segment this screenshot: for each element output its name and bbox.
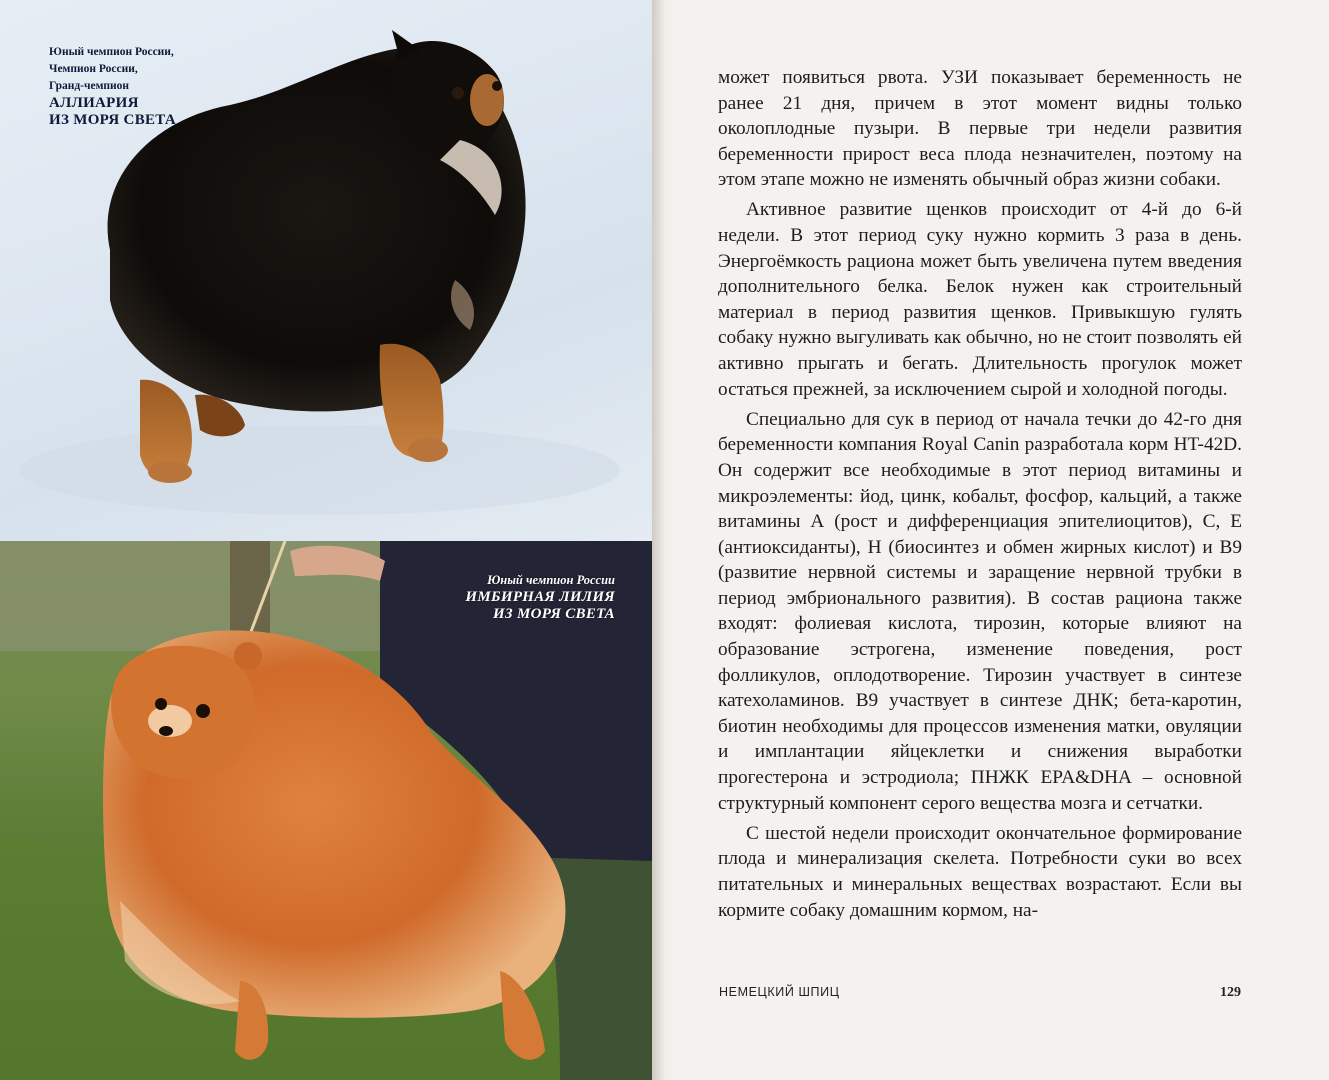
- photo-black-pomeranian: [0, 0, 652, 541]
- paragraph: Активное развитие щенков происходит от 4-й до 6-й недели. В этот период суку нужно кормить 3 раза в день. Энергоёмкость рациона может быть увеличена путем введения дополнительного белка. Белок нужен как строительный материал в период развития щенков. Привыкшую гулять собаку нужно выгуливать как обычно, но не стоит позволять ей активно прыгать и бегать. Длительность прогулок может остаться прежней, за исключением сырой и холодной погоды.: [718, 199, 1242, 400]
- book-gutter: [652, 0, 674, 1080]
- caption-top-dog-name: ИЗ МОРЯ СВЕТА: [49, 112, 176, 128]
- photo-page: [0, 0, 652, 1080]
- running-title: НЕМЕЦКИЙ ШПИЦ: [719, 985, 840, 999]
- caption-bottom-dog-name: ИЗ МОРЯ СВЕТА: [493, 606, 615, 622]
- body-text: [718, 65, 1242, 928]
- caption-top: [49, 44, 176, 129]
- caption-top-dog-name: АЛЛИАРИЯ: [49, 95, 139, 111]
- page-number: 129: [1220, 985, 1241, 1000]
- caption-bottom-dog-name: ИМБИРНАЯ ЛИЛИЯ: [465, 589, 615, 605]
- text-page: [674, 0, 1329, 1080]
- caption-bottom: [465, 572, 615, 623]
- caption-top-line: Гранд-чемпион: [49, 80, 130, 92]
- page-footer: [719, 985, 1241, 1001]
- paragraph: может появиться рвота. УЗИ показывает беременность не ранее 21 дня, причем в этот момент видны только околоплодные пузыри. В первые три недели развития беременности прирост веса плода незначителен, поэтому на этом этапе можно не изменять обычный образ жизни собаки.: [718, 67, 1242, 191]
- caption-top-line: Юный чемпион России,: [49, 46, 174, 58]
- paragraph: С шестой недели происходит окончательное формирование плода и минерализация скелета. Потребности суки во всех питательных и минеральных веществах возрастают. Если вы кормите собаку домашним кормом, на-: [718, 822, 1242, 921]
- caption-bottom-line: Юный чемпион России: [487, 573, 615, 587]
- caption-top-line: Чемпион России,: [49, 63, 138, 75]
- paragraph: Специально для сук в период от начала течки до 42-го дня беременности компания Royal Canin разработала корм HT-42D. Он содержит все необходимые в этот период витамины и микроэлементы: йод, цинк, кобальт, фосфор, кальций, а также витамины А (рост и дифференциация эпителиоцитов), С, Е (антиоксиданты), Н (биосинтез и обмен жирных кислот) и В9 (развитие нервной системы и заращение нервной трубки в период эмбрионального развития). В состав рациона также входят: фолиевая кислота, тирозин, которые влияют на образование эстрогена, изменение поведения, рост фолликулов, оплодотворение. Тирозин участвует в синтезе катехоламинов. В9 участвует в синтезе ДНК; бета-каротин, биотин необходимы для процессов изменения матки, овуляции и имплантации яйцеклетки и снижения выработки прогестерона и эстродиола; ПНЖК EPA&DHA – основной структурный компонент серого вещества мозга и сетчатки.: [718, 408, 1242, 814]
